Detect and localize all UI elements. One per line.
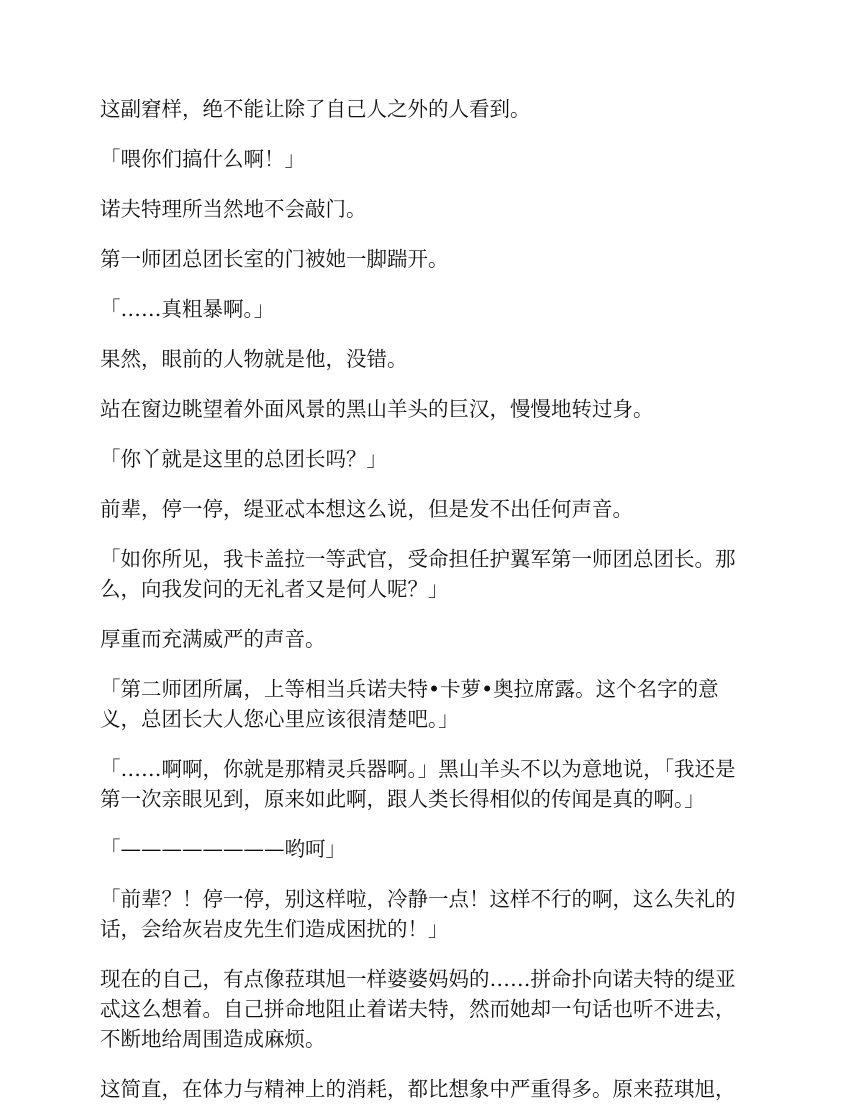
paragraph: 「你丫就是这里的总团长吗？」 <box>100 447 387 471</box>
paragraph: 现在的自己，有点像菈琪旭一样婆婆妈妈的……拼命扑向诺夫特的缇亚忒这么想着。自己拼命地阻止着诺夫特，然而她却一句话也听不进去，不断地给周围造成麻烦。 <box>100 967 736 1051</box>
paragraph: 「……啊啊，你就是那精灵兵器啊。」黑山羊头不以为意地说，「我还是第一次亲眼见到，原来如此啊，跟人类长得相似的传闻是真的啊。」 <box>100 757 736 811</box>
paragraph: 「喂你们搞什么啊！」 <box>100 147 305 171</box>
paragraph: 「如你所见，我卡盖拉一等武官，受命担任护翼军第一师团总团长。那么，向我发问的无礼者又是何人呢？」 <box>100 547 736 601</box>
paragraph: 站在窗边眺望着外面风景的黑山羊头的巨汉，慢慢地转过身。 <box>100 397 654 421</box>
paragraph: 前辈，停一停，缇亚忒本想这么说，但是发不出任何声音。 <box>100 497 633 521</box>
paragraph: 果然，眼前的人物就是他，没错。 <box>100 347 408 371</box>
paragraph: 第一师团总团长室的门被她一脚踹开。 <box>100 247 449 271</box>
paragraph: 「————————哟呵」 <box>100 837 346 861</box>
paragraph: 「……真粗暴啊。」 <box>100 297 275 321</box>
paragraph: 这副窘样，绝不能让除了自己人之外的人看到。 <box>100 97 531 121</box>
paragraph: 厚重而充满威严的声音。 <box>100 627 326 651</box>
paragraph: 诺夫特理所当然地不会敲门。 <box>100 197 367 221</box>
paragraph: 「第二师团所属，上等相当兵诺夫特•卡萝•奥拉席露。这个名字的意义，总团长大人您心里应该很清楚吧。」 <box>100 677 719 731</box>
paragraph: 「前辈？！停一停，别这样啦，冷静一点！这样不行的啊，这么失礼的话，会给灰岩皮先生们造成困扰的！」 <box>100 887 736 941</box>
paragraph: 这简直，在体力与精神上的消耗，都比想象中严重得多。原来菈琪旭， <box>100 1077 736 1101</box>
